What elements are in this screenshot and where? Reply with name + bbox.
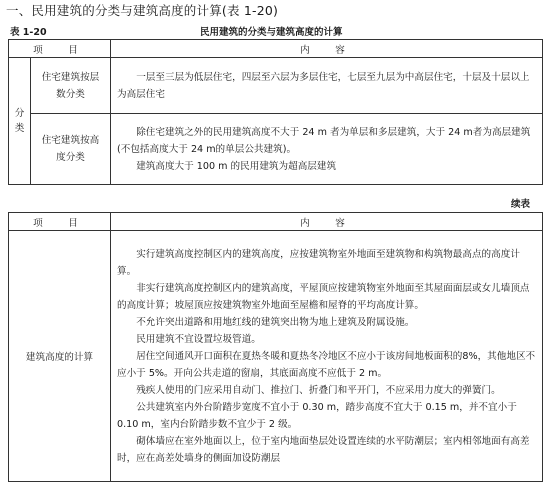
paragraph: 民用建筑不宜设置垃圾管道。	[136, 333, 261, 345]
paragraph: 残疾人使用的门应采用自动门、推拉门、折叠门和平开门，不应采用力度大的弹簧门。	[136, 384, 501, 396]
category-label: 分类	[9, 58, 31, 185]
paragraph: 公共建筑室内外台阶踏步宽度不宜小于 0.30 m，踏步高度不宜大于 0.15 m，并不宜小于 0.10 m，室内台阶踏步数不宜少于 2 级。	[117, 401, 517, 430]
table-title: 民用建筑的分类与建筑高度的计算	[200, 27, 343, 38]
content-height-calculation	[111, 231, 543, 482]
sub-label-height: 住宅建筑按高度分类	[31, 114, 111, 185]
sub-label-floors: 住宅建筑按层数分类	[31, 58, 111, 114]
table-header-row	[9, 213, 543, 231]
section-heading: 一、民用建筑的分类与建筑高度的计算(表 1-20)	[6, 3, 279, 18]
paragraph: 居住空间通风开口面积在夏热冬暖和夏热冬冷地区不应小于该房间地板面积的8%，其他地区不应小于 5%。开向公共走道的窗扇，其底面高度不应低于 2 m。	[117, 350, 536, 379]
classification-table	[8, 39, 543, 185]
header-content: 内 容	[111, 213, 543, 231]
paragraph: 非实行建筑高度控制区内的建筑高度，平屋顶应按建筑物室外地面至其屋面面层或女儿墙顶点的高度计算；坡屋顶应按建筑物室外地面至屋檐和屋脊的平均高度计算。	[117, 282, 530, 311]
paragraph: 建筑高度大于 100 m 的民用建筑为超高层建筑	[136, 160, 337, 172]
paragraph: 砌体墙应在室外地面以上，位于室内地面垫层处设置连续的水平防潮层；室内相邻地面有高差时，应在高差处墙身的侧面加设防潮层	[117, 435, 530, 464]
height-calculation-table	[8, 212, 543, 482]
header-content: 内 容	[111, 40, 543, 58]
table-row	[9, 114, 543, 185]
header-item: 项 目	[9, 213, 111, 231]
paragraph: 除住宅建筑之外的民用建筑高度不大于 24 m 者为单层和多层建筑，大于 24 m者为高层建筑(不包括高度大于 24 m的单层公共建筑)。	[117, 126, 531, 155]
table-row	[9, 231, 543, 482]
table-row	[9, 58, 543, 114]
header-item: 项 目	[9, 40, 111, 58]
continued-label: 续表	[510, 199, 530, 210]
content-floors	[111, 58, 543, 114]
item-label: 建筑高度的计算	[9, 231, 111, 482]
paragraph: 不允许突出道路和用地红线的建筑突出物为地上建筑及附属设施。	[136, 316, 415, 328]
paragraph: 实行建筑高度控制区内的建筑高度，应按建筑物室外地面至建筑物和构筑物最高点的高度计算。	[117, 248, 520, 277]
table-number: 表 1-20	[10, 27, 47, 38]
table-header-row	[9, 40, 543, 58]
content-height	[111, 114, 543, 185]
paragraph: 一层至三层为低层住宅，四层至六层为多层住宅，七层至九层为中高层住宅，十层及十层以上为高层住宅	[117, 71, 530, 100]
